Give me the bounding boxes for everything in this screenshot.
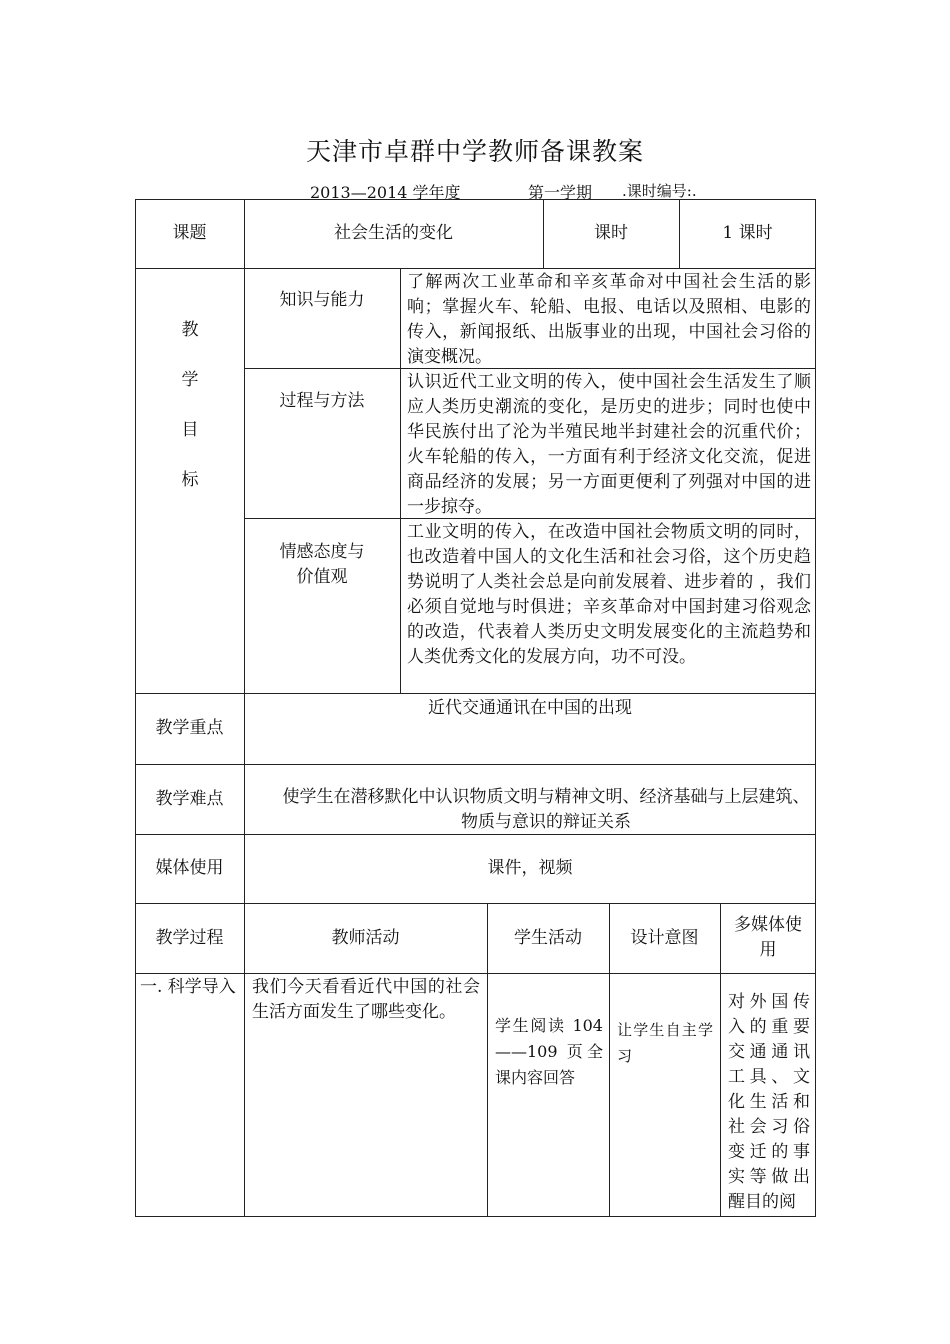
process-header-teacher: 教师活动: [331, 927, 400, 948]
objective-process-text: 认识近代工业文明的传入，使中国社会生活发生了顺应人类历史潮流的变化，是历史的进步；同时也使中华民族付出了沦为半殖民地半封建社会的沉重代价；火车轮船的传入，一方面有利于经济文化交流，促进商品经济的发展；另一方面更便利了列强对中国的进一步掠夺。: [407, 372, 811, 517]
col-divider: [400, 268, 401, 693]
process-header-intent: 设计意图: [630, 927, 699, 948]
process-stage: 一. 科学导入: [140, 977, 236, 997]
semester: 第一学期: [528, 183, 593, 202]
objective-attitude-label: 情感态度与价值观: [279, 542, 365, 587]
process-student: 学生阅读 104——109 页全课内容回答: [495, 1016, 603, 1087]
process-header-stage: 教学过程: [155, 927, 224, 948]
topic-label: 课题: [172, 223, 207, 243]
objective-process-label: 过程与方法: [279, 391, 365, 411]
row-divider: [135, 268, 816, 269]
process-header-multimedia: 多媒体使用: [734, 915, 802, 960]
hours-label: 课时: [594, 223, 628, 243]
objective-knowledge-label: 知识与能力: [279, 290, 365, 310]
media-value: 课件，视频: [487, 858, 573, 878]
key-point-value: 近代交通通讯在中国的出现: [428, 698, 632, 718]
row-divider: [135, 973, 816, 974]
col-divider: [720, 903, 721, 1217]
objective-knowledge-text: 了解两次工业革命和辛亥革命对中国社会生活的影响；掌握火车、轮船、电报、电话以及照相、电影的传入，新闻报纸、出版事业的出现，中国社会习俗的演变概况。: [407, 272, 811, 367]
objectives-label-char: 学: [181, 370, 199, 390]
difficulty-value: 使学生在潜移默化中认识物质文明与精神文明、经济基础与上层建筑、物质与意识的辩证关系: [282, 787, 810, 832]
process-teacher: 我们今天看看近代中国的社会生活方面发生了哪些变化。: [252, 977, 480, 1022]
difficulty-label: 教学难点: [155, 788, 224, 809]
key-point-label: 教学重点: [155, 718, 224, 738]
media-label: 媒体使用: [155, 858, 224, 878]
objectives-label-char: 标: [181, 470, 199, 490]
page-title: 天津市卓群中学教师备课教案: [305, 137, 644, 166]
process-intent: 让学生自主学习: [617, 1021, 713, 1065]
hours-value: 1 课时: [722, 223, 773, 243]
topic-value: 社会生活的变化: [334, 223, 453, 243]
objective-attitude-text: 工业文明的传入，在改造中国社会物质文明的同时，也改造着中国人的文化生活和社会习俗，这个历史趋势说明了人类社会总是向前发展着、进步着的 ，我们必须自觉地与时俱进；辛亥革命对中国封建习俗观念的改造，代表着人类历史文明发展变化的主流趋势和人类优秀文化的发展方向，功不可没。: [407, 522, 811, 667]
school-year: 2013—2014 学年度: [310, 183, 461, 202]
lesson-code-label: .课时编号:.: [622, 182, 697, 200]
process-header-student: 学生活动: [514, 927, 582, 948]
process-multimedia: 对外国传入的重要交通通讯工具、文化生活和社会习俗变迁的事实等做出醒目的阅: [728, 992, 810, 1212]
objectives-label-char: 教: [181, 320, 199, 340]
objectives-label-char: 目: [181, 420, 199, 440]
